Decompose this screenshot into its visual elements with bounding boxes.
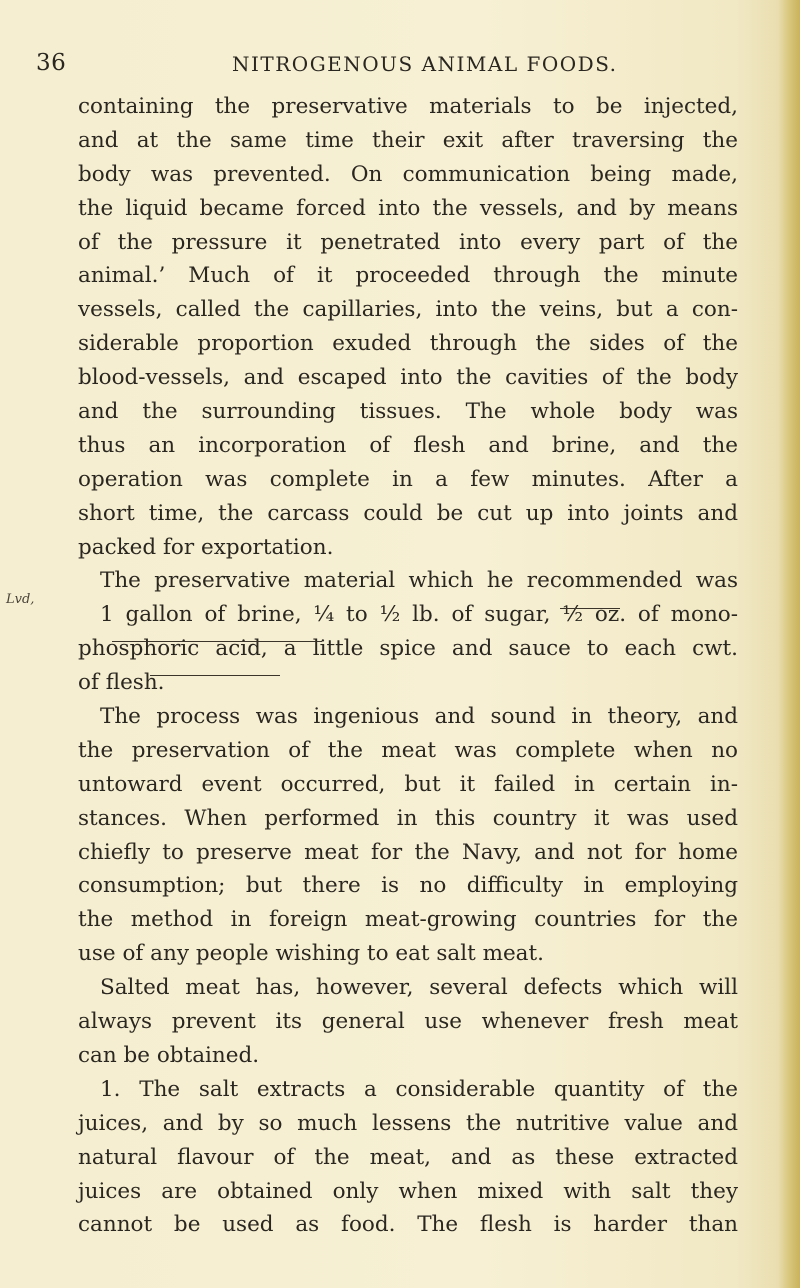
text-line: animal.’ Much of it proceeded through the minute	[78, 263, 738, 289]
text-line: packed for exportation.	[78, 534, 334, 560]
text-line: body was prevented. On communication being made,	[78, 161, 738, 187]
text-line: and at the same time their exit after traversing the	[78, 127, 738, 153]
text-line: and the surrounding tissues. The whole body was	[78, 399, 738, 425]
pencil-underline	[560, 608, 620, 609]
text-line: of flesh.	[78, 670, 165, 696]
text-line: untoward event occurred, but it failed in certain in-	[78, 771, 738, 797]
text-line: 1 gallon of brine, ¼ to ½ lb. of sugar, ½ oz. of mono-	[100, 602, 738, 628]
text-line: Salted meat has, however, several defects which will	[100, 975, 738, 1001]
text-line: containing the preservative materials to be injected,	[78, 94, 738, 119]
text-line: phosphoric acid, a little spice and sauce to each cwt.	[78, 636, 738, 662]
running-head: NITROGENOUS ANIMAL FOODS.	[232, 52, 618, 76]
text-line: The preservative material which he recommended was	[100, 568, 738, 594]
page-header	[0, 50, 800, 84]
text-line: the method in foreign meat-growing countries for the	[78, 907, 738, 933]
margin-note: Lvd,	[6, 592, 35, 607]
text-line: the preservation of the meat was complete when no	[78, 737, 738, 763]
text-line: chiefly to preserve meat for the Navy, and not for home	[78, 839, 738, 865]
pencil-underline	[150, 675, 280, 676]
text-line: vessels, called the capillaries, into the veins, but a con-	[78, 297, 738, 323]
text-line: use of any people wishing to eat salt meat.	[78, 941, 544, 967]
body-text	[78, 90, 738, 1242]
text-line: always prevent its general use whenever fresh meat	[78, 1009, 738, 1035]
text-line: the liquid became forced into the vessels, and by means	[78, 195, 738, 221]
text-line: short time, the carcass could be cut up into joints and	[78, 500, 738, 526]
text-line: 1. The salt extracts a considerable quantity of the	[100, 1076, 738, 1102]
text-line: stances. When performed in this country it was used	[78, 805, 738, 831]
text-line: siderable proportion exuded through the sides of the	[78, 331, 738, 357]
text-line: of the pressure it penetrated into every part of the	[78, 229, 738, 255]
text-line: juices, and by so much lessens the nutritive value and	[78, 1110, 738, 1136]
text-line: thus an incorporation of flesh and brine, and the	[78, 432, 738, 458]
text-line: blood-vessels, and escaped into the cavities of the body	[78, 365, 738, 391]
text-line: consumption; but there is no difficulty in employing	[78, 873, 738, 899]
text-line: operation was complete in a few minutes. After a	[78, 466, 738, 492]
text-line: cannot be used as food. The flesh is harder than	[78, 1212, 738, 1238]
text-line: natural flavour of the meat, and as these extracted	[78, 1144, 738, 1170]
pencil-underline	[112, 641, 322, 642]
text-line: can be obtained.	[78, 1042, 260, 1068]
page-edge	[778, 0, 800, 1288]
text-line: juices are obtained only when mixed with salt they	[78, 1178, 738, 1204]
page-number: 36	[36, 50, 67, 76]
text-line: The process was ingenious and sound in theory, and	[100, 704, 738, 730]
